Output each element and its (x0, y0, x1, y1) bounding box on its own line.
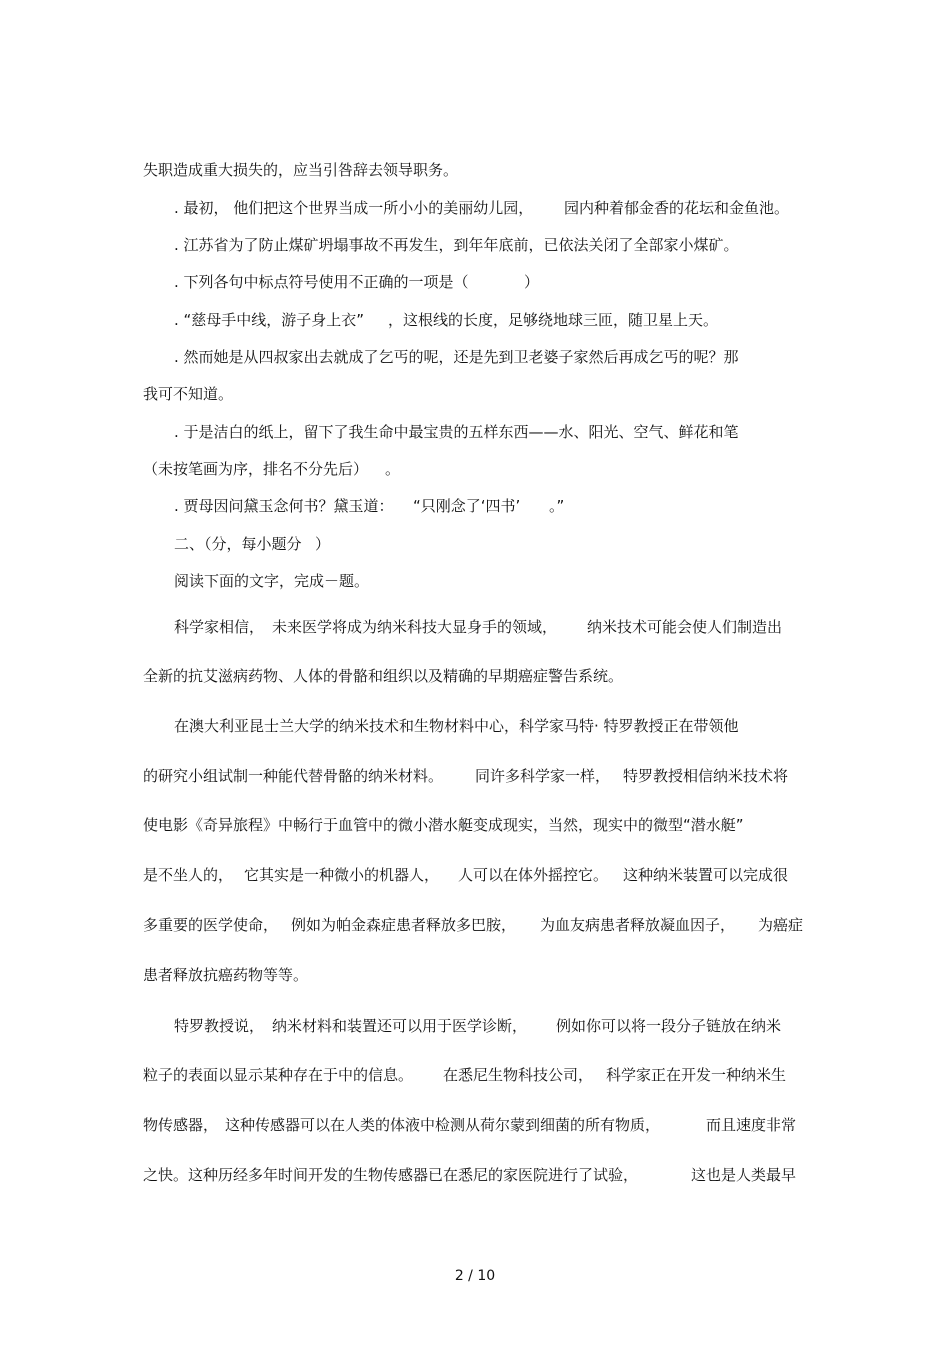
option-item (0, 419, 950, 445)
list-item (0, 195, 950, 221)
option-item (0, 307, 950, 333)
text-line (0, 456, 950, 482)
passage-line (0, 862, 950, 888)
passage-line (0, 614, 950, 640)
text-segment: （未按笔画为序，排名不分先后） (143, 460, 369, 478)
text-segment: 未来医学将成为纳米科技大显身手的领域， (272, 618, 558, 636)
text-segment: . 下列各句中标点符号使用不正确的一项是（ (174, 273, 469, 291)
instruction (0, 568, 950, 594)
text-segment: 为血友病患者释放凝血因子， (540, 916, 736, 934)
page-number: 2 / 10 (454, 1268, 496, 1284)
text-segment: 科学家相信， (174, 618, 265, 636)
passage-line (0, 812, 950, 838)
passage-line (0, 962, 950, 988)
text-segment: “只刚念了‘四书’ (413, 497, 521, 515)
option-item (0, 493, 950, 519)
text-segment: ，这根线的长度，足够绕地球三匝，随卫星上天。 (388, 311, 719, 329)
text-segment: . “慈母手中线，游子身上衣” (174, 311, 365, 329)
option-item (0, 344, 950, 370)
text-segment: ） (315, 535, 331, 553)
text-segment: 例如你可以将一段分子链放在纳米 (556, 1017, 782, 1035)
text-segment: . 最初， 他们把这个世界当成一所小小的美丽幼儿园， (174, 199, 534, 217)
text-segment: 这种纳米装置可以完成很 (623, 866, 789, 884)
text-segment: 粒子的表面以显示某种存在于中的信息。 (143, 1066, 414, 1084)
passage-line (0, 1112, 950, 1138)
text-segment: 纳米材料和装置还可以用于医学诊断， (272, 1017, 528, 1035)
passage-line (0, 1062, 950, 1088)
text-segment: 。” (549, 497, 565, 515)
text-segment: 这种传感器可以在人类的体液中检测从荷尔蒙到细菌的所有物质， (225, 1116, 661, 1134)
text-line (0, 157, 950, 183)
text-segment: 在澳大利亚昆士兰大学的纳米技术和生物材料中心，科学家马特· 特罗教授正在带领他 (174, 717, 739, 735)
text-segment: 多重要的医学使命， (143, 916, 279, 934)
text-segment: 例如为帕金森症患者释放多巴胺， (291, 916, 517, 934)
text-segment: . 于是洁白的纸上，留下了我生命中最宝贵的五样东西——水、阳光、空气、鲜花和笔 (174, 423, 739, 441)
passage-line (0, 1162, 950, 1188)
text-line (0, 381, 950, 407)
passage-line (0, 713, 950, 739)
text-segment: 使电影《奇异旅程》中畅行于血管中的微小潜水艇变成现实，当然，现实中的微型“潜水艇” (143, 816, 744, 834)
text-segment: 。 (385, 460, 401, 478)
text-segment: 园内种着郁金香的花坛和金鱼池。 (564, 199, 790, 217)
text-segment: . 贾母因问黛玉念何书？黛玉道： (174, 497, 394, 515)
text-segment: 患者释放抗癌药物等等。 (143, 966, 309, 984)
text-segment: 是不坐人的， (143, 866, 234, 884)
question-stem (0, 269, 950, 295)
text-segment: . 然而她是从四叔家出去就成了乞丐的呢，还是先到卫老婆子家然后再成乞丐的呢？那 (174, 348, 739, 366)
text-segment: 全新的抗艾滋病药物、人体的骨骼和组织以及精确的早期癌症警告系统。 (143, 667, 624, 685)
text-segment: 我可不知道。 (143, 385, 234, 403)
text-segment: 这也是人类最早 (691, 1166, 797, 1184)
text-segment: 同许多科学家一样， (475, 767, 611, 785)
text-segment: 二、（分，每小题分 (174, 535, 302, 553)
text-segment: 阅读下面的文字，完成－题。 (174, 572, 370, 590)
section-heading (0, 531, 950, 557)
text-segment: . 江苏省为了防止煤矿坍塌事故不再发生，到年年底前，已依法关闭了全部家小煤矿。 (174, 236, 739, 254)
text-segment: 的研究小组试制一种能代替骨骼的纳米材料。 (143, 767, 444, 785)
text-segment: 特罗教授相信纳米技术将 (623, 767, 789, 785)
text-segment: 为癌症 (758, 916, 804, 934)
passage-line (0, 1013, 950, 1039)
text-segment: 人可以在体外摇控它。 (458, 866, 609, 884)
text-segment: 失职造成重大损失的，应当引咎辞去领导职务。 (143, 161, 459, 179)
text-segment: 而且速度非常 (706, 1116, 797, 1134)
passage-line (0, 763, 950, 789)
text-segment: 物传感器， (143, 1116, 219, 1134)
text-segment: 纳米技术可能会使人们制造出 (587, 618, 783, 636)
text-segment: 在悉尼生物科技公司， (443, 1066, 594, 1084)
list-item (0, 232, 950, 258)
passage-line (0, 912, 950, 938)
text-segment: 科学家正在开发一种纳米生 (606, 1066, 787, 1084)
answer-bracket: ） (524, 273, 540, 291)
passage-line (0, 663, 950, 689)
text-segment: 它其实是一种微小的机器人， (244, 866, 440, 884)
text-segment: 之快。这种历经多年时间开发的生物传感器已在悉尼的家医院进行了试验， (143, 1166, 639, 1184)
text-segment: 特罗教授说， (174, 1017, 265, 1035)
